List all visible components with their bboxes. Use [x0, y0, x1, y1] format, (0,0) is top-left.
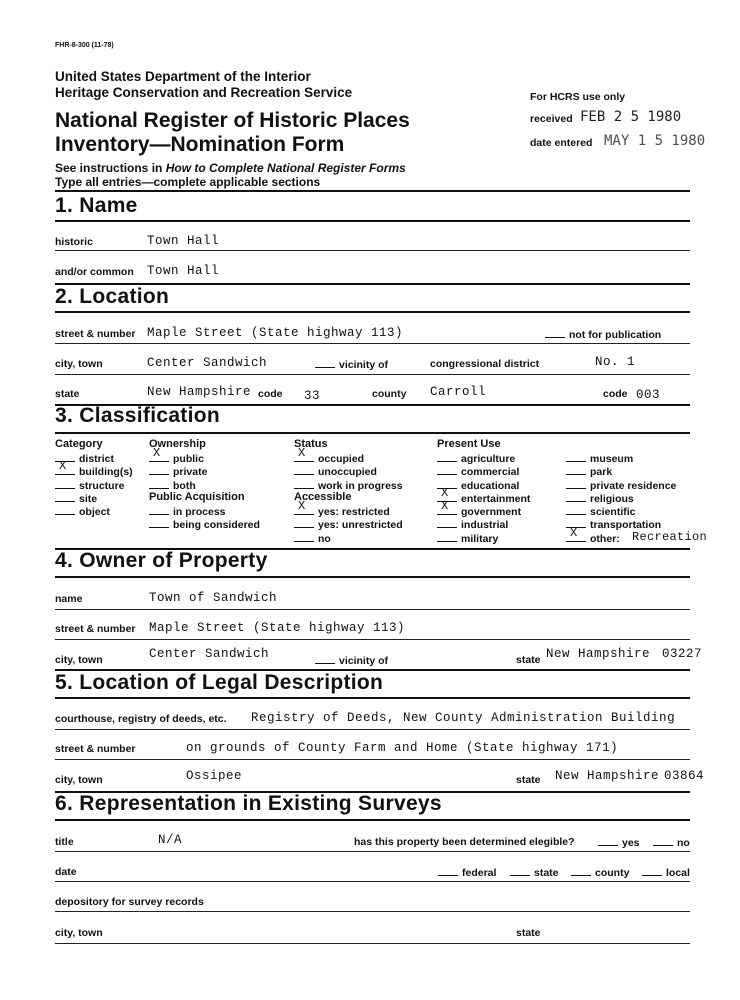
- owner-vicinity-label: [315, 654, 388, 667]
- location-street-line: [55, 343, 690, 344]
- check-mark: X: [298, 446, 306, 460]
- acquisition-being-considered: [149, 518, 260, 531]
- survey-state-label: state: [516, 927, 541, 939]
- location-city-value: Center Sandwich: [147, 356, 268, 370]
- present-use-heading: Present Use: [437, 438, 501, 450]
- option-label: federal: [462, 867, 497, 879]
- date-entered-label: date entered: [530, 137, 593, 149]
- depository-label: depository for survey records: [55, 896, 204, 908]
- not-for-publication-text: not for publication: [569, 329, 662, 341]
- historic-label: historic: [55, 236, 93, 248]
- legal-street-line: [55, 759, 690, 760]
- checkbox: [149, 479, 169, 489]
- status-occupied: [294, 446, 365, 465]
- owner-vicinity-blank: [315, 654, 335, 664]
- category-heading: Category: [55, 438, 103, 450]
- acquisition-in-process: [149, 505, 226, 518]
- historic-line: [55, 250, 690, 251]
- use-museum: [566, 452, 633, 465]
- option-label: other:: [590, 533, 620, 545]
- owner-state-value: New Hampshire: [546, 647, 651, 661]
- use-private-residence: [566, 479, 676, 492]
- checkbox: [438, 866, 458, 876]
- eligible-question: has this property been determined elegible?: [354, 836, 575, 848]
- option-label: structure: [79, 480, 125, 492]
- agency-line-2: Heritage Conservation and Recreation Service: [55, 85, 353, 100]
- location-city-label: city, town: [55, 358, 103, 370]
- legal-zip-value: 03864: [664, 769, 705, 783]
- check-mark: X: [441, 499, 449, 513]
- hcrs-label: For HCRS use only: [530, 91, 626, 103]
- legal-street-label: street & number: [55, 743, 136, 755]
- option-label: yes: [622, 837, 640, 849]
- checkbox: [294, 518, 314, 528]
- section-2-title: 2. Location: [55, 285, 170, 308]
- survey-title-value: N/A: [158, 833, 183, 847]
- use-educational: [437, 479, 519, 492]
- owner-city-value: Center Sandwich: [149, 647, 270, 661]
- eligible-yes: [598, 836, 640, 849]
- checkbox: [294, 499, 314, 515]
- legal-city-value: Ossipee: [186, 769, 243, 783]
- form-code: FHR-8-300 (11-78): [55, 42, 114, 49]
- section-5-title: 5. Location of Legal Description: [55, 671, 384, 694]
- checkbox: [437, 452, 457, 462]
- option-label: state: [534, 867, 559, 879]
- survey-state: [510, 866, 559, 879]
- location-county-value: Carroll: [430, 385, 487, 399]
- checkbox: [294, 479, 314, 489]
- accessible-no: [294, 532, 331, 545]
- eligible-no: [653, 836, 690, 849]
- location-state-value: New Hampshire: [147, 385, 252, 399]
- category-site: [55, 492, 97, 505]
- option-label: entertainment: [461, 493, 531, 505]
- option-label: object: [79, 506, 110, 518]
- survey-county: [571, 866, 629, 879]
- owner-street-label: street & number: [55, 623, 136, 635]
- common-value: Town Hall: [147, 264, 220, 278]
- checkbox: [566, 526, 586, 542]
- option-label: museum: [590, 453, 634, 465]
- option-label: both: [173, 480, 196, 492]
- status-heading: Status: [294, 438, 328, 450]
- ownership-public: [149, 446, 204, 465]
- option-label: scientific: [590, 506, 636, 518]
- location-code-value: 33: [304, 389, 321, 403]
- checkbox: [149, 465, 169, 475]
- survey-local: [642, 866, 690, 879]
- option-label: educational: [461, 480, 520, 492]
- owner-name-label: name: [55, 593, 83, 605]
- option-label: building(s): [79, 466, 133, 478]
- legal-street-value: on grounds of County Farm and Home (State highway 171): [186, 741, 619, 755]
- checkbox: [566, 452, 586, 462]
- check-mark: X: [153, 446, 161, 460]
- survey-city-label: city, town: [55, 927, 103, 939]
- legal-city-label: city, town: [55, 774, 103, 786]
- ownership-private: [149, 465, 207, 478]
- use-commercial: [437, 465, 519, 478]
- category-structure: [55, 479, 125, 492]
- section-1-bottom-rule: [55, 220, 690, 222]
- checkbox: [149, 505, 169, 515]
- location-county-label: county: [372, 388, 407, 400]
- survey-title-label: title: [55, 836, 74, 848]
- congressional-district-label: congressional district: [430, 358, 540, 370]
- option-label: district: [79, 453, 115, 465]
- use-scientific: [566, 505, 636, 518]
- instructions-prefix: See instructions in: [55, 161, 166, 175]
- survey-city-line: [55, 943, 690, 944]
- checkbox: [437, 465, 457, 475]
- location-code-label: code: [258, 388, 283, 400]
- checkbox: [566, 465, 586, 475]
- section-1-title: 1. Name: [55, 194, 138, 217]
- use-religious: [566, 492, 634, 505]
- checkbox: [642, 866, 662, 876]
- checkbox: [566, 492, 586, 502]
- owner-street-line: [55, 639, 690, 640]
- option-label: site: [79, 493, 98, 505]
- option-label: yes: unrestricted: [318, 519, 403, 531]
- courthouse-value: Registry of Deeds, New County Administration Building: [251, 711, 676, 725]
- courthouse-label: courthouse, registry of deeds, etc.: [55, 713, 227, 725]
- accessible-restricted: [294, 499, 390, 518]
- common-label: and/or common: [55, 266, 134, 278]
- checkbox: [437, 518, 457, 528]
- option-label: occupied: [318, 453, 365, 465]
- checkbox: [510, 866, 530, 876]
- option-label: work in progress: [318, 480, 403, 492]
- option-label: commercial: [461, 466, 520, 478]
- option-label: industrial: [461, 519, 509, 531]
- instructions-line-1: [55, 161, 406, 175]
- owner-zip-value: 03227: [662, 647, 703, 661]
- form-title-line-1: National Register of Historic Places: [55, 109, 410, 132]
- section-6-title: 6. Representation in Existing Surveys: [55, 792, 442, 815]
- section-6-bottom-rule: [55, 819, 690, 821]
- option-label: transportation: [590, 519, 662, 531]
- status-unoccupied: [294, 465, 377, 478]
- option-label: agriculture: [461, 453, 516, 465]
- received-label: received: [530, 113, 573, 125]
- accessible-heading: Accessible: [294, 491, 352, 503]
- checkbox: [294, 465, 314, 475]
- section-2-bottom-rule: [55, 311, 690, 313]
- location-vicinity-text: vicinity of: [339, 359, 389, 371]
- survey-title-line: [55, 851, 690, 852]
- location-vicinity-label: [315, 358, 388, 371]
- use-agriculture: [437, 452, 515, 465]
- historic-value: Town Hall: [147, 234, 220, 248]
- option-label: unoccupied: [318, 466, 377, 478]
- owner-street-value: Maple Street (State highway 113): [149, 621, 406, 635]
- received-stamp: FEB 2 5 1980: [580, 109, 682, 125]
- checkbox: [55, 505, 75, 515]
- form-title-line-2: Inventory—Nomination Form: [55, 133, 345, 156]
- section-4-bottom-rule: [55, 576, 690, 578]
- survey-federal: [438, 866, 496, 879]
- section-4-title: 4. Owner of Property: [55, 549, 268, 572]
- option-label: private: [173, 466, 208, 478]
- instructions-line-2: Type all entries—complete applicable sections: [55, 175, 321, 189]
- owner-vicinity-text: vicinity of: [339, 655, 389, 667]
- checkbox: [55, 492, 75, 502]
- location-vicinity-blank: [315, 358, 335, 368]
- legal-state-label: state: [516, 774, 541, 786]
- checkbox: [653, 836, 673, 846]
- section-3-title: 3. Classification: [55, 404, 220, 427]
- check-mark: X: [59, 459, 67, 473]
- option-label: yes: restricted: [318, 506, 390, 518]
- depository-line: [55, 911, 690, 912]
- date-entered-stamp: MAY 1 5 1980: [604, 133, 706, 149]
- section-1-top-rule: [55, 190, 690, 192]
- checkbox: [149, 518, 169, 528]
- owner-name-value: Town of Sandwich: [149, 591, 278, 605]
- owner-name-line: [55, 609, 690, 610]
- check-mark: X: [570, 526, 578, 540]
- use-park: [566, 465, 612, 478]
- checkbox: [55, 459, 75, 475]
- option-label: military: [461, 533, 499, 545]
- instructions-reference: How to Complete National Register Forms: [165, 161, 406, 175]
- legal-state-value: New Hampshire: [555, 769, 660, 783]
- use-other-value: Recreation: [632, 530, 708, 544]
- option-label: no: [677, 837, 690, 849]
- option-label: in process: [173, 506, 226, 518]
- checkbox: [566, 479, 586, 489]
- survey-date-line: [55, 881, 690, 882]
- not-for-publication-label: [545, 328, 661, 341]
- location-street-value: Maple Street (State highway 113): [147, 326, 404, 340]
- survey-date-label: date: [55, 866, 77, 878]
- use-military: [437, 532, 498, 545]
- option-label: no: [318, 533, 331, 545]
- agency-line-1: United States Department of the Interior: [55, 69, 311, 84]
- checkbox: [566, 505, 586, 515]
- option-label: county: [595, 867, 630, 879]
- checkbox: [437, 532, 457, 542]
- checkbox: [294, 446, 314, 462]
- section-5-bottom-rule: [55, 697, 690, 699]
- use-other: [566, 526, 620, 545]
- check-mark: X: [298, 499, 306, 513]
- congressional-district-value: No. 1: [595, 355, 636, 369]
- checkbox: [55, 479, 75, 489]
- location-street-label: street & number: [55, 328, 136, 340]
- courthouse-line: [55, 729, 690, 730]
- checkbox: [149, 446, 169, 462]
- checkbox: [294, 532, 314, 542]
- location-code2-value: 003: [636, 388, 661, 402]
- ownership-heading: Ownership: [149, 438, 206, 450]
- check-mark: X: [441, 486, 449, 500]
- option-label: park: [590, 466, 613, 478]
- accessible-unrestricted: [294, 518, 403, 531]
- acquisition-heading: Public Acquisition: [149, 491, 245, 503]
- owner-city-label: city, town: [55, 654, 103, 666]
- use-industrial: [437, 518, 508, 531]
- option-label: government: [461, 506, 522, 518]
- checkbox: [437, 499, 457, 515]
- option-label: private residence: [590, 480, 677, 492]
- location-city-line: [55, 374, 690, 375]
- not-for-publication-blank: [545, 328, 565, 338]
- section-3-bottom-rule: [55, 432, 690, 434]
- location-code2-label: code: [603, 388, 628, 400]
- option-label: being considered: [173, 519, 260, 531]
- option-label: public: [173, 453, 204, 465]
- category-object: [55, 505, 110, 518]
- checkbox: [571, 866, 591, 876]
- owner-state-label: state: [516, 654, 541, 666]
- location-state-label: state: [55, 388, 80, 400]
- checkbox: [598, 836, 618, 846]
- option-label: religious: [590, 493, 634, 505]
- use-government: [437, 499, 522, 518]
- option-label: local: [666, 867, 690, 879]
